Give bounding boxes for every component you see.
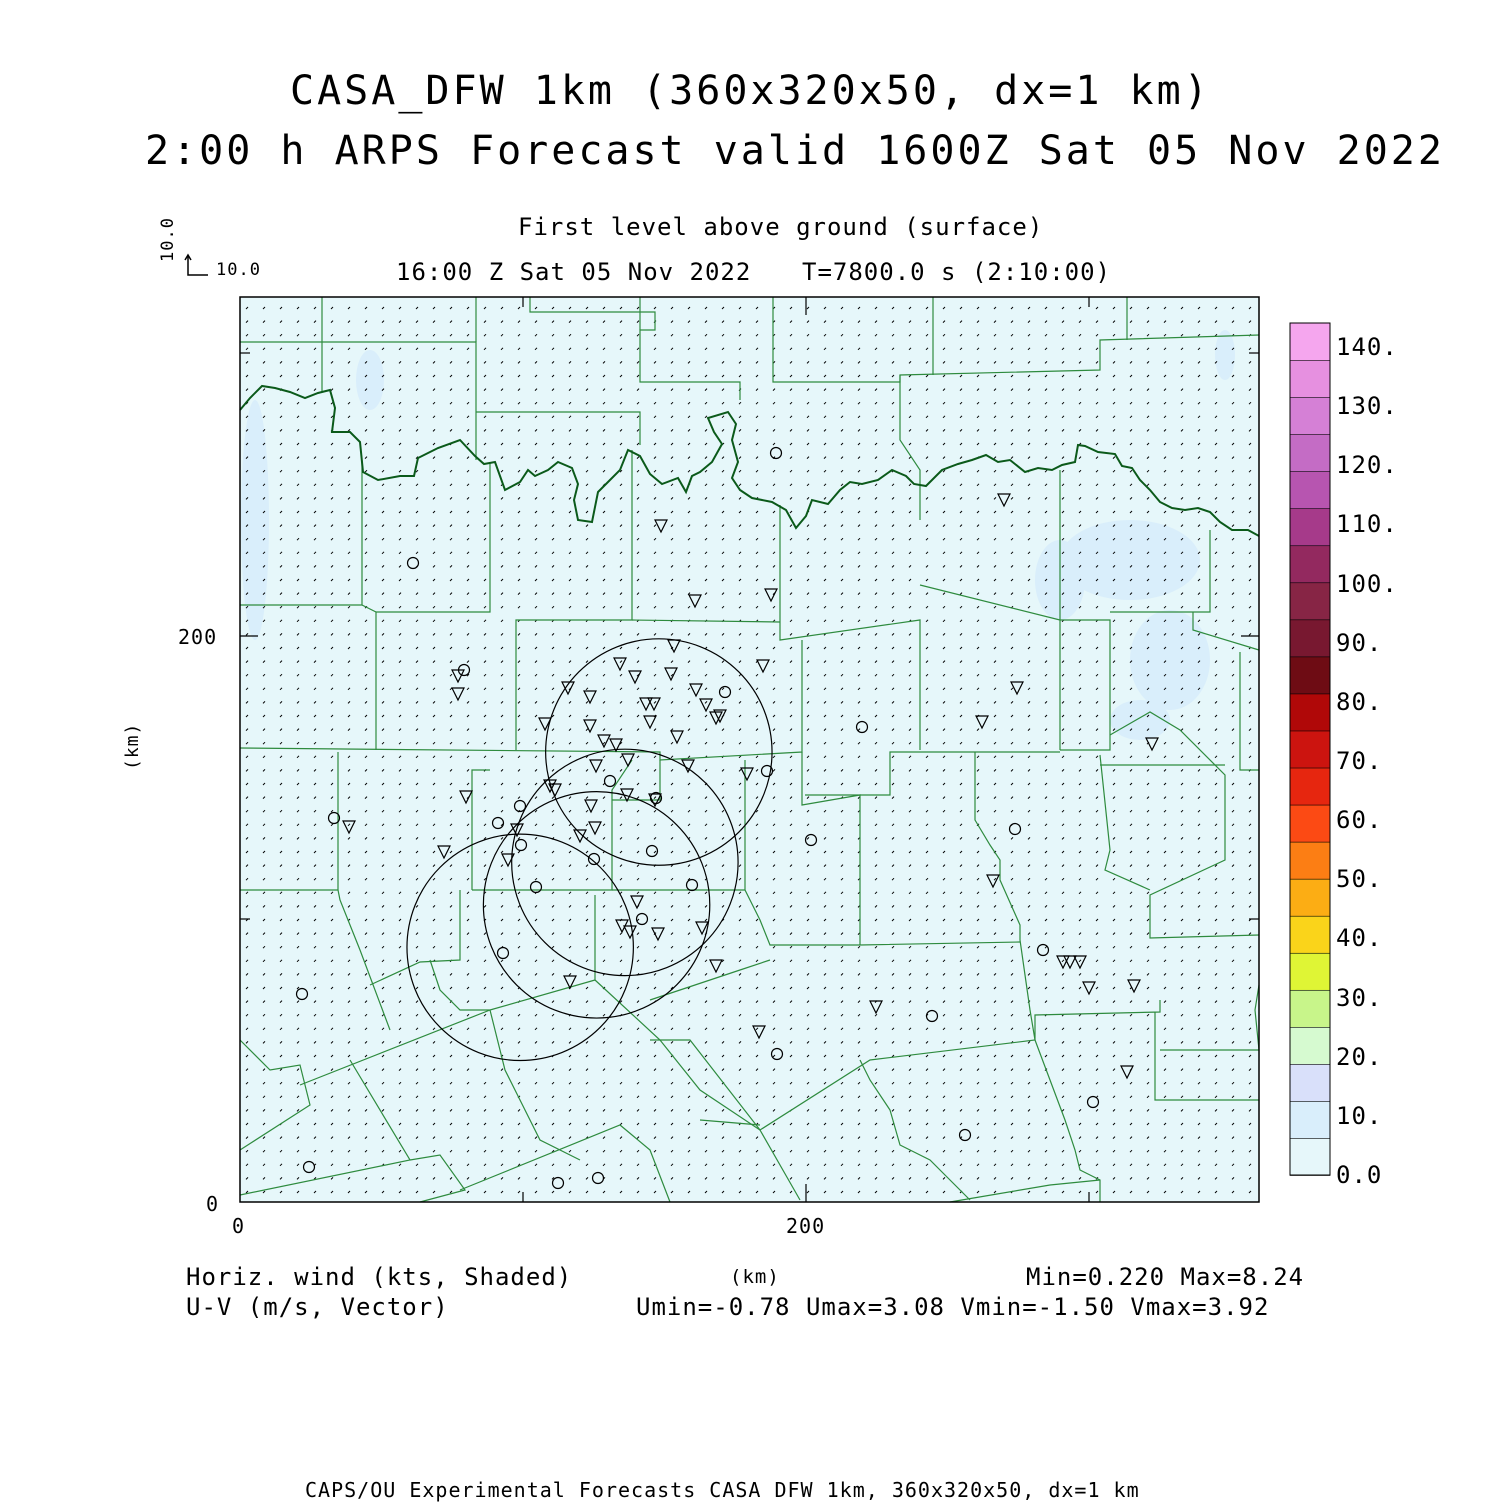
colorbar-label: 80. bbox=[1336, 687, 1383, 716]
colorbar-swatch bbox=[1290, 545, 1330, 583]
valid-time: 16:00 Z Sat 05 Nov 2022 bbox=[396, 258, 752, 286]
colorbar-label: 20. bbox=[1336, 1042, 1383, 1071]
field-label: Horiz. wind (kts, Shaded) bbox=[186, 1263, 573, 1291]
colorbar-swatch bbox=[1290, 1101, 1330, 1139]
colorbar-swatch bbox=[1290, 1064, 1330, 1102]
colorbar-swatch bbox=[1290, 842, 1330, 880]
y-tick-200: 200 bbox=[178, 625, 218, 649]
colorbar-swatch bbox=[1290, 693, 1330, 731]
colorbar-label: 0.0 bbox=[1336, 1161, 1383, 1189]
colorbar-swatch bbox=[1290, 990, 1330, 1028]
title-line-2: 2:00 h ARPS Forecast valid 1600Z Sat 05 Nov 2022 bbox=[145, 128, 1445, 174]
colorbar-label: 30. bbox=[1336, 983, 1383, 1012]
colorbar-label: 60. bbox=[1336, 806, 1383, 835]
reference-vector-u-label: 10.0 bbox=[216, 260, 261, 280]
colorbar-label: 120. bbox=[1336, 451, 1398, 480]
credit-line: CAPS/OU Experimental Forecasts CASA DFW 1km, 360x320x50, dx=1 km bbox=[305, 1478, 1140, 1502]
colorbar-label: 110. bbox=[1336, 510, 1398, 539]
colorbar-label: 40. bbox=[1336, 924, 1383, 953]
colorbar-swatch bbox=[1290, 805, 1330, 843]
colorbar-label: 90. bbox=[1336, 628, 1383, 657]
colorbar-swatch bbox=[1290, 471, 1330, 509]
colorbar-swatch bbox=[1290, 1138, 1330, 1176]
reference-vector-v-label: 10.0 bbox=[158, 217, 178, 262]
colorbar-swatch bbox=[1290, 1027, 1330, 1065]
colorbar-swatch bbox=[1290, 916, 1330, 954]
colorbar-swatch bbox=[1290, 768, 1330, 806]
uv-min-max: Umin=-0.78 Umax=3.08 Vmin=-1.50 Vmax=3.92 bbox=[636, 1293, 1270, 1321]
plot-area bbox=[240, 297, 1259, 1202]
colorbar-label: 100. bbox=[1336, 569, 1398, 598]
colorbar-label: 70. bbox=[1336, 747, 1383, 775]
model-time: T=7800.0 s (2:10:00) bbox=[802, 258, 1111, 286]
colorbar-swatch bbox=[1290, 323, 1330, 361]
colorbar-label: 140. bbox=[1336, 333, 1398, 361]
min-max: Min=0.220 Max=8.24 bbox=[1026, 1263, 1305, 1291]
x-axis-label: (km) bbox=[730, 1266, 780, 1288]
x-tick-0: 0 bbox=[232, 1214, 246, 1238]
y-axis-label: (km) bbox=[122, 722, 143, 770]
title-line-1: CASA_DFW 1km (360x320x50, dx=1 km) bbox=[290, 68, 1211, 114]
colorbar-swatch bbox=[1290, 730, 1330, 768]
colorbar-swatch bbox=[1290, 397, 1330, 435]
colorbar-swatch bbox=[1290, 619, 1330, 657]
vector-label: U-V (m/s, Vector) bbox=[186, 1293, 449, 1321]
x-tick-200: 200 bbox=[786, 1214, 826, 1238]
colorbar-swatch bbox=[1290, 508, 1330, 546]
colorbar-label: 50. bbox=[1336, 865, 1383, 894]
reference-vector-icon bbox=[185, 255, 208, 275]
subtitle: First level above ground (surface) bbox=[518, 213, 1044, 241]
colorbar-swatch bbox=[1290, 434, 1330, 472]
colorbar bbox=[1290, 323, 1330, 1176]
y-tick-0: 0 bbox=[206, 1192, 220, 1216]
colorbar-swatch bbox=[1290, 656, 1330, 694]
colorbar-label: 10. bbox=[1336, 1101, 1383, 1130]
colorbar-swatch bbox=[1290, 360, 1330, 398]
colorbar-swatch bbox=[1290, 879, 1330, 917]
colorbar-swatch bbox=[1290, 953, 1330, 991]
colorbar-swatch bbox=[1290, 582, 1330, 620]
colorbar-label: 130. bbox=[1336, 392, 1398, 421]
